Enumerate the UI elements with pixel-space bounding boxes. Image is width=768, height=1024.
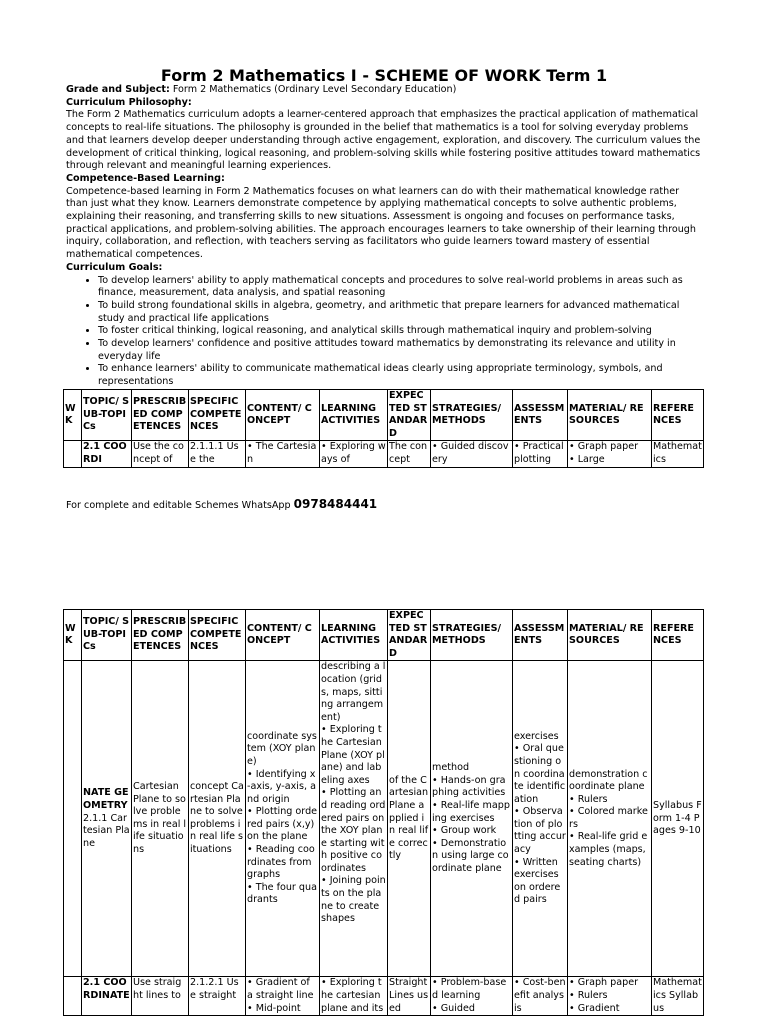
header-wk: WK — [64, 610, 82, 661]
header-strategies: STRATEGIES/ METHODS — [431, 610, 513, 661]
header-strategies: STRATEGIES/ METHODS — [431, 390, 513, 441]
header-content: CONTENT/ CONCEPT — [246, 610, 320, 661]
cell-topic-sub: 2.1.1 Cartesian Plane — [83, 812, 130, 849]
header-assessments: ASSESSMENTS — [513, 390, 568, 441]
cell-assessment: • Cost-benefit analysis — [513, 977, 568, 1016]
table-row — [64, 977, 704, 1016]
table-header-row — [64, 610, 704, 661]
goals-heading: Curriculum Goals: — [66, 261, 163, 273]
cell-activities: • Exploring ways of — [320, 441, 388, 467]
cell-strategies: • Guided discovery — [431, 441, 513, 467]
cell-activities: describing a location (grids, maps, sitting arrangement) • Exploring the Cartesian Plane (XOY plane) and labeling axes • Plotting and reading ordered pairs on the XOY plane starting with positive coordinates • Joining points on the plane to create shapes — [320, 661, 388, 977]
cell-references: Syllabus Form 1-4 Pages 9-10 — [652, 661, 704, 977]
cell-prescribed: Use straight lines to — [132, 977, 189, 1016]
goals-list — [66, 275, 702, 389]
cell-strategies: method • Hands-on graphing activities • Real-life mapping exercises • Group work • Demonstration using large coordinate plane — [431, 661, 513, 977]
cell-assessment: • Practical plotting — [513, 441, 568, 467]
cell-materials: • Graph paper • Large — [568, 441, 652, 467]
cell-standard: of the Cartesian Plane applied in real life correctly — [388, 661, 431, 977]
cell-wk — [64, 661, 82, 977]
goal-item: • To build strong foundational skills in algebra, geometry, and arithmetic that prepare learners for advanced mathematical study and practical life applications — [98, 300, 702, 325]
header-prescribed: PRESCRIBED COMPETENCES — [132, 390, 189, 441]
cell-specific: 2.1.1.1 Use the — [189, 441, 246, 467]
grade-subject-label: Grade and Subject: — [66, 84, 170, 95]
whatsapp-note — [66, 497, 377, 511]
cell-strategies: • Problem-based learning • Guided — [431, 977, 513, 1016]
cell-standard: The concept — [388, 441, 431, 467]
cell-wk — [64, 441, 82, 467]
cell-content: coordinate system (XOY plane) • Identifying x-axis, y-axis, and origin • Plotting ordered pairs (x,y) on the plane • Reading coordinates from graphs • The four quadrants — [246, 661, 320, 977]
header-wk: WK — [64, 390, 82, 441]
header-content: CONTENT/ CONCEPT — [246, 390, 320, 441]
goal-item: • To foster critical thinking, logical reasoning, and analytical skills through mathematical inquiry and problem-solving — [98, 325, 702, 338]
scheme-table-top — [63, 389, 704, 468]
cell-materials: demonstration coordinate plane • Rulers • Colored markers • Real-life grid examples (maps, seating charts) — [568, 661, 652, 977]
goal-item: • To enhance learners' ability to communicate mathematical ideas clearly using appropriate terminology, symbols, and representations — [98, 363, 702, 388]
grade-subject-value: Form 2 Mathematics (Ordinary Level Secondary Education) — [169, 84, 457, 95]
table-header-row — [64, 390, 704, 441]
header-topic: TOPIC/ SUB-TOPICs — [82, 390, 132, 441]
philosophy-heading: Curriculum Philosophy: — [66, 96, 192, 108]
header-standard: EXPECTED STANDARD — [388, 610, 431, 661]
cell-topic: 2.1 COORDINATE — [82, 977, 132, 1016]
header-references: REFERENCES — [652, 610, 704, 661]
cell-topic-title: NATE GEOMETRY — [83, 787, 129, 811]
header-standard: EXPECTED STANDARD — [388, 390, 431, 441]
cell-standard: Straight Lines used — [388, 977, 431, 1016]
header-activities: LEARNING ACTIVITIES — [320, 610, 388, 661]
cell-specific: concept Cartesian Plane to solve problems in real life situations — [189, 661, 246, 977]
header-materials: MATERIAL/ RESOURCES — [568, 390, 652, 441]
header-specific: SPECIFIC COMPETENCES — [189, 610, 246, 661]
header-assessments: ASSESSMENTS — [513, 610, 568, 661]
header-materials: MATERIAL/ RESOURCES — [568, 610, 652, 661]
cell-prescribed: Cartesian Plane to solve problems in real life situations — [132, 661, 189, 977]
cell-content: • The Cartesian — [246, 441, 320, 467]
competence-heading: Competence-Based Learning: — [66, 172, 225, 184]
scheme-table-bottom — [63, 609, 704, 1016]
cell-references: Mathematics Syllabus — [652, 977, 704, 1016]
goal-item: • To develop learners' ability to apply mathematical concepts and procedures to solve real-world problems in areas such as finance, measurement, data analysis, and spatial reasoning — [98, 275, 702, 300]
header-prescribed: PRESCRIBED COMPETENCES — [132, 610, 189, 661]
competence-text: Competence-based learning in Form 2 Mathematics focuses on what learners can do with their mathematical knowledge rather than just what they know. Learners demonstrate competence by applying mathematical concepts to solve authentic problems, explaining their reasoning, and transferring skills to new situations. Assessment is ongoing and focuses on performance tasks, practical applications, and problem-solving abilities. The approach encourages learners to take ownership of their learning through inquiry, collaboration, and reflection, with teachers serving as facilitators who guide learners toward mastery of essential mathematical competences. — [66, 185, 696, 261]
cell-specific: 2.1.2.1 Use straight — [189, 977, 246, 1016]
intro-section — [66, 84, 702, 389]
cell-prescribed: Use the concept of — [132, 441, 189, 467]
cell-topic: 2.1 COORDI — [82, 441, 132, 467]
header-activities: LEARNING ACTIVITIES — [320, 390, 388, 441]
table-row — [64, 441, 704, 467]
whatsapp-text: For complete and editable Schemes WhatsApp — [66, 500, 294, 511]
grade-subject-line — [66, 84, 702, 97]
header-references: REFERENCES — [652, 390, 704, 441]
cell-references: Mathematics — [652, 441, 704, 467]
philosophy-text: The Form 2 Mathematics curriculum adopts a learner-centered approach that emphasizes the practical application of mathematical concepts to real-life situations. The philosophy is grounded in the belief that mathematics is a tool for solving everyday problems and that learners develop deeper understanding through active engagement, exploration, and discovery. The curriculum values the development of critical thinking, logical reasoning, and problem-solving skills while fostering positive attitudes toward mathematics through relevant and meaningful learning experiences. — [66, 109, 701, 172]
cell-wk — [64, 977, 82, 1016]
cell-materials: • Graph paper • Rulers • Gradient — [568, 977, 652, 1016]
document-title: Form 2 Mathematics I - SCHEME OF WORK Term 1 — [160, 66, 608, 85]
cell-assessment: exercises • Oral questioning on coordinate identification • Observation of plotting accuracy • Written exercises on ordered pairs — [513, 661, 568, 977]
cell-content: • Gradient of a straight line • Mid-point — [246, 977, 320, 1016]
cell-activities: • Exploring the cartesian plane and its — [320, 977, 388, 1016]
whatsapp-number: 0978484441 — [293, 497, 378, 511]
table-row — [64, 661, 704, 977]
cell-topic — [82, 661, 132, 977]
goal-item: • To develop learners' confidence and positive attitudes toward mathematics by demonstrating its relevance and utility in everyday life — [98, 338, 702, 363]
header-topic: TOPIC/ SUB-TOPICs — [82, 610, 132, 661]
header-specific: SPECIFIC COMPETENCES — [189, 390, 246, 441]
